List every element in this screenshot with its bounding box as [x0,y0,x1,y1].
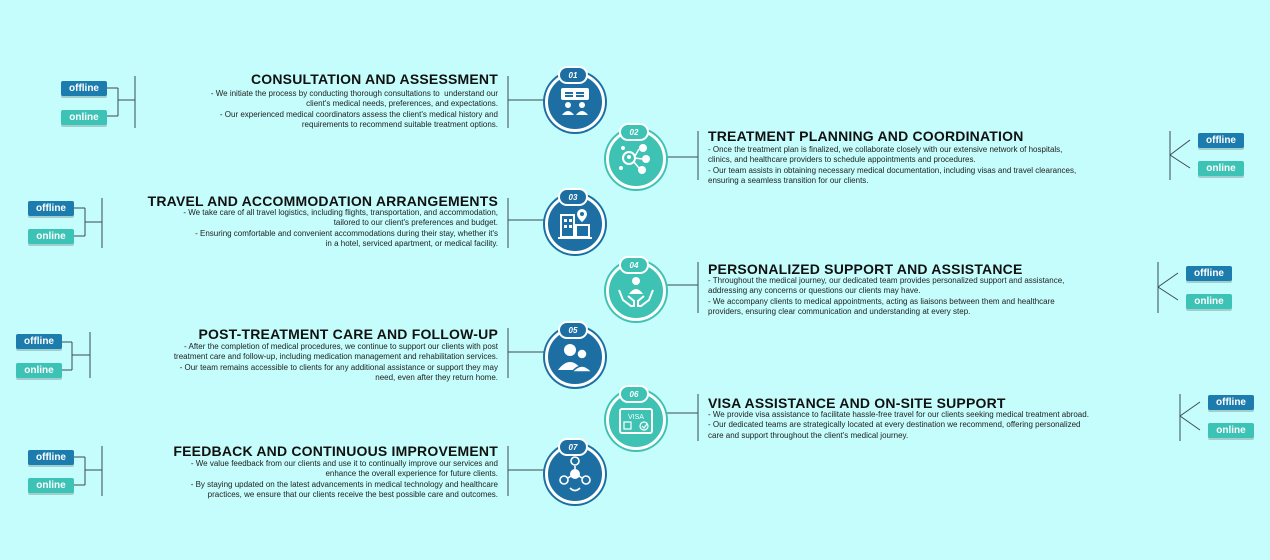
step-01-number: 01 [558,66,588,84]
step-03-title: TRAVEL AND ACCOMMODATION ARRANGEMENTS [147,193,498,209]
step-02-number: 02 [619,123,649,141]
step-05-line: need, even after they return home. [375,373,498,383]
step-05-line: - After the completion of medical procedures, we continue to support our clients with post [184,342,498,351]
step-05-description [88,342,498,384]
step-06-line: - Our dedicated teams are strategically located at every destination we recommend, offering personalized [708,420,1081,430]
step-06-line: care and support throughout the client's medical journey. [708,430,909,440]
step-03-line: - Ensuring comfortable and convenient accommodations during their stay, whether it's [195,228,498,238]
step-06-number: 06 [619,385,649,403]
step-07-title: FEEDBACK AND CONTINUOUS IMPROVEMENT [173,443,498,459]
step-07-line: practices, we ensure that our clients receive the best possible care and outcomes. [207,490,498,500]
step-03-line: - We take care of all travel logistics, including flights, transportation, and accommodation, [183,208,498,217]
step-02-line: clinics, and healthcare providers to schedule appointments and procedures. [708,155,976,165]
online-tag: online [1198,161,1244,176]
step-03-line: tailored to our client's preferences and budget. [333,218,498,228]
step-06-line: - We provide visa assistance to facilitate hassle-free travel for our clients seeking medical treatment abroad. [708,410,1089,419]
step-05-title: POST-TREATMENT CARE AND FOLLOW-UP [198,326,498,342]
online-tag: online [28,478,74,493]
step-04-description [708,276,1153,318]
online-tag: online [1208,423,1254,438]
step-03-line: in a hotel, serviced apartment, or medical facility. [325,239,498,249]
step-04-title: PERSONALIZED SUPPORT AND ASSISTANCE [708,261,1023,277]
step-01-title: CONSULTATION AND ASSESSMENT [250,71,498,87]
step-04-line: providers, ensuring clear communication and understanding at every step. [708,307,971,317]
svg-text:VISA: VISA [628,414,644,421]
offline-tag: offline [1186,266,1232,281]
step-02-line: ensuring a seamless transition for our clients. [708,176,869,186]
step-02-title: TREATMENT PLANNING AND COORDINATION [708,128,1024,144]
step-07-line: enhance the overall experience for future clients. [325,469,498,479]
step-05-line: - Our team remains accessible to clients for any additional assistance or support they may [179,362,498,372]
step-04-number: 04 [619,256,649,274]
step-01-line: - We initiate the process by conducting thorough consultations to understand our [210,89,498,98]
step-01-description [128,89,498,131]
step-07-description [98,459,498,501]
offline-tag: offline [61,81,107,96]
step-03-number: 03 [558,188,588,206]
online-tag: online [1186,294,1232,309]
step-05-number: 05 [558,321,588,339]
step-06-title: VISA ASSISTANCE AND ON-SITE SUPPORT [708,395,1006,411]
step-04-line: - Throughout the medical journey, our dedicated team provides personalized support and assistance, [708,276,1065,285]
offline-tag: offline [1208,395,1254,410]
step-01-line: client's medical needs, preferences, and expectations. [306,99,498,109]
step-02-line: - Once the treatment plan is finalized, we collaborate closely with our extensive network of hospitals, [708,145,1063,154]
offline-tag: offline [28,201,74,216]
step-03-description [98,208,498,250]
online-tag: online [16,363,62,378]
step-01-line: requirements to recommend suitable treatment options. [301,120,498,130]
step-04-line: addressing any concerns or questions our clients may have. [708,286,921,296]
step-05-line: treatment care and follow-up, including medication management and rehabilitation services. [173,352,498,362]
step-06-description [708,410,1178,441]
step-07-line: - By staying updated on the latest advancements in medical technology and healthcare [190,479,498,489]
offline-tag: offline [28,450,74,465]
step-04-line: - We accompany clients to medical appointments, acting as liaisons between them and healthcare [708,296,1055,306]
online-tag: online [28,229,74,244]
step-07-line: - We value feedback from our clients and use it to continually improve our services and [190,459,498,468]
step-07-number: 07 [558,438,588,456]
step-02-description [708,145,1168,187]
step-01-line: - Our experienced medical coordinators assess the client's medical history and [219,109,498,119]
offline-tag: offline [1198,133,1244,148]
step-02-line: - Our team assists in obtaining necessary medical documentation, including visas and travel clearances, [708,165,1077,175]
offline-tag: offline [16,334,62,349]
online-tag: online [61,110,107,125]
